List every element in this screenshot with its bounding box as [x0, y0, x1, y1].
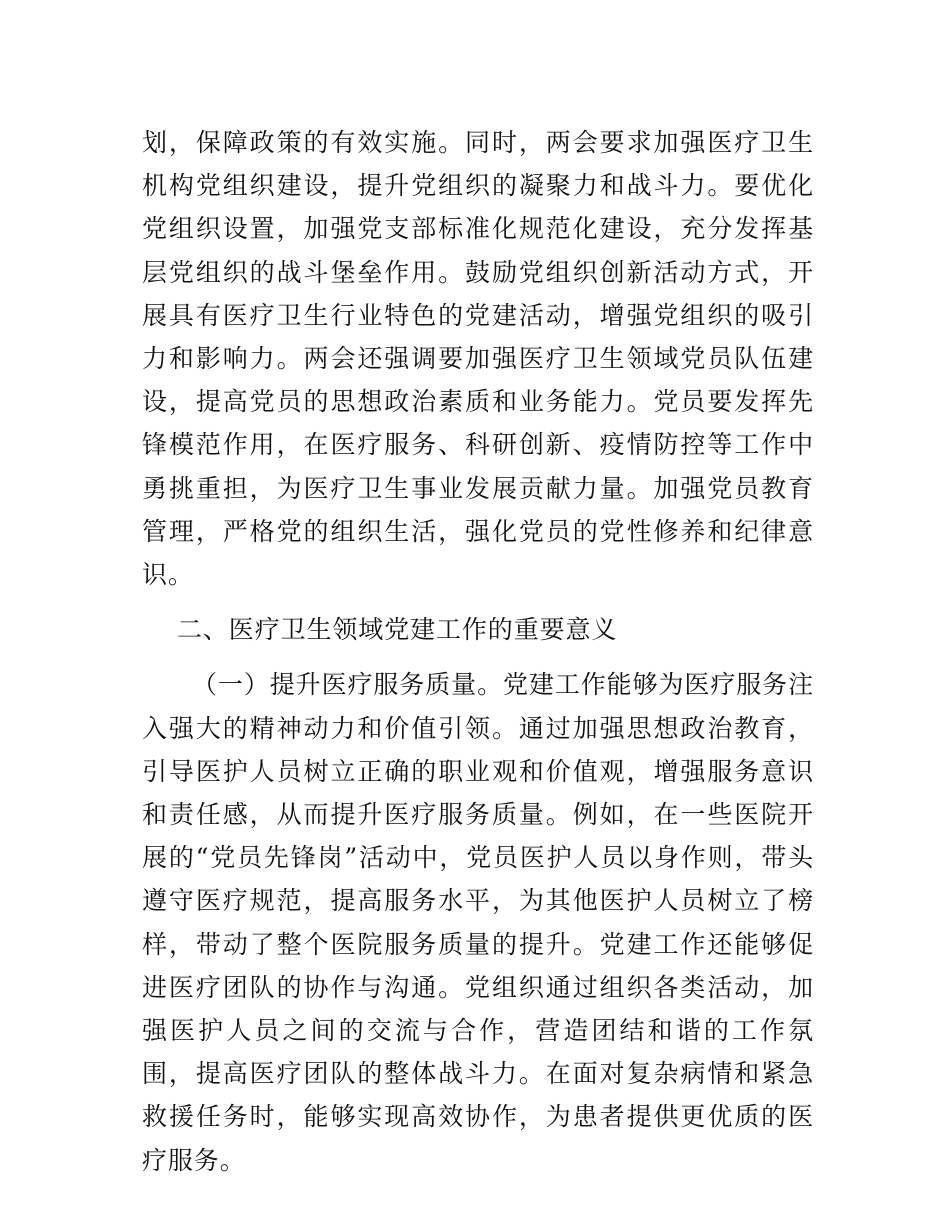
document-body: [142, 121, 814, 1194]
section-heading: 二、医疗卫生领域党建工作的重要意义: [177, 615, 618, 645]
body-paragraph-service-quality: （一）提升医疗服务质量。党建工作能够为医疗服务注入强大的精神动力和价值引领。通过加强思想政治教育，引导医护人员树立正确的职业观和价值观，增强服务意识和责任感，从而提升医疗服务质量。例如，在一些医院开展的“党员先锋岗”活动中，党员医护人员以身作则，带头遵守医疗规范，提高服务水平，为其他医护人员树立了榜样，带动了整个医院服务质量的提升。党建工作还能够促进医疗团队的协作与沟通。党组织通过组织各类活动，加强医护人员之间的交流与合作，营造团结和谐的工作氛围，提高医疗团队的整体战斗力。在面对复杂病情和紧急救援任务时，能够实现高效协作，为患者提供更优质的医疗服务。: [142, 670, 814, 1175]
body-paragraph-continuation: 划，保障政策的有效实施。同时，两会要求加强医疗卫生机构党组织建设，提升党组织的凝聚力和战斗力。要优化党组织设置，加强党支部标准化规范化建设，充分发挥基层党组织的战斗堡垒作用。鼓励党组织创新活动方式，开展具有医疗卫生行业特色的党建活动，增强党组织的吸引力和影响力。两会还强调要加强医疗卫生领域党员队伍建设，提高党员的思想政治素质和业务能力。党员要发挥先锋模范作用，在医疗服务、科研创新、疫情防控等工作中勇挑重担，为医疗卫生事业发展贡献力量。加强党员教育管理，严格党的组织生活，强化党员的党性修养和纪律意识。: [142, 128, 814, 590]
